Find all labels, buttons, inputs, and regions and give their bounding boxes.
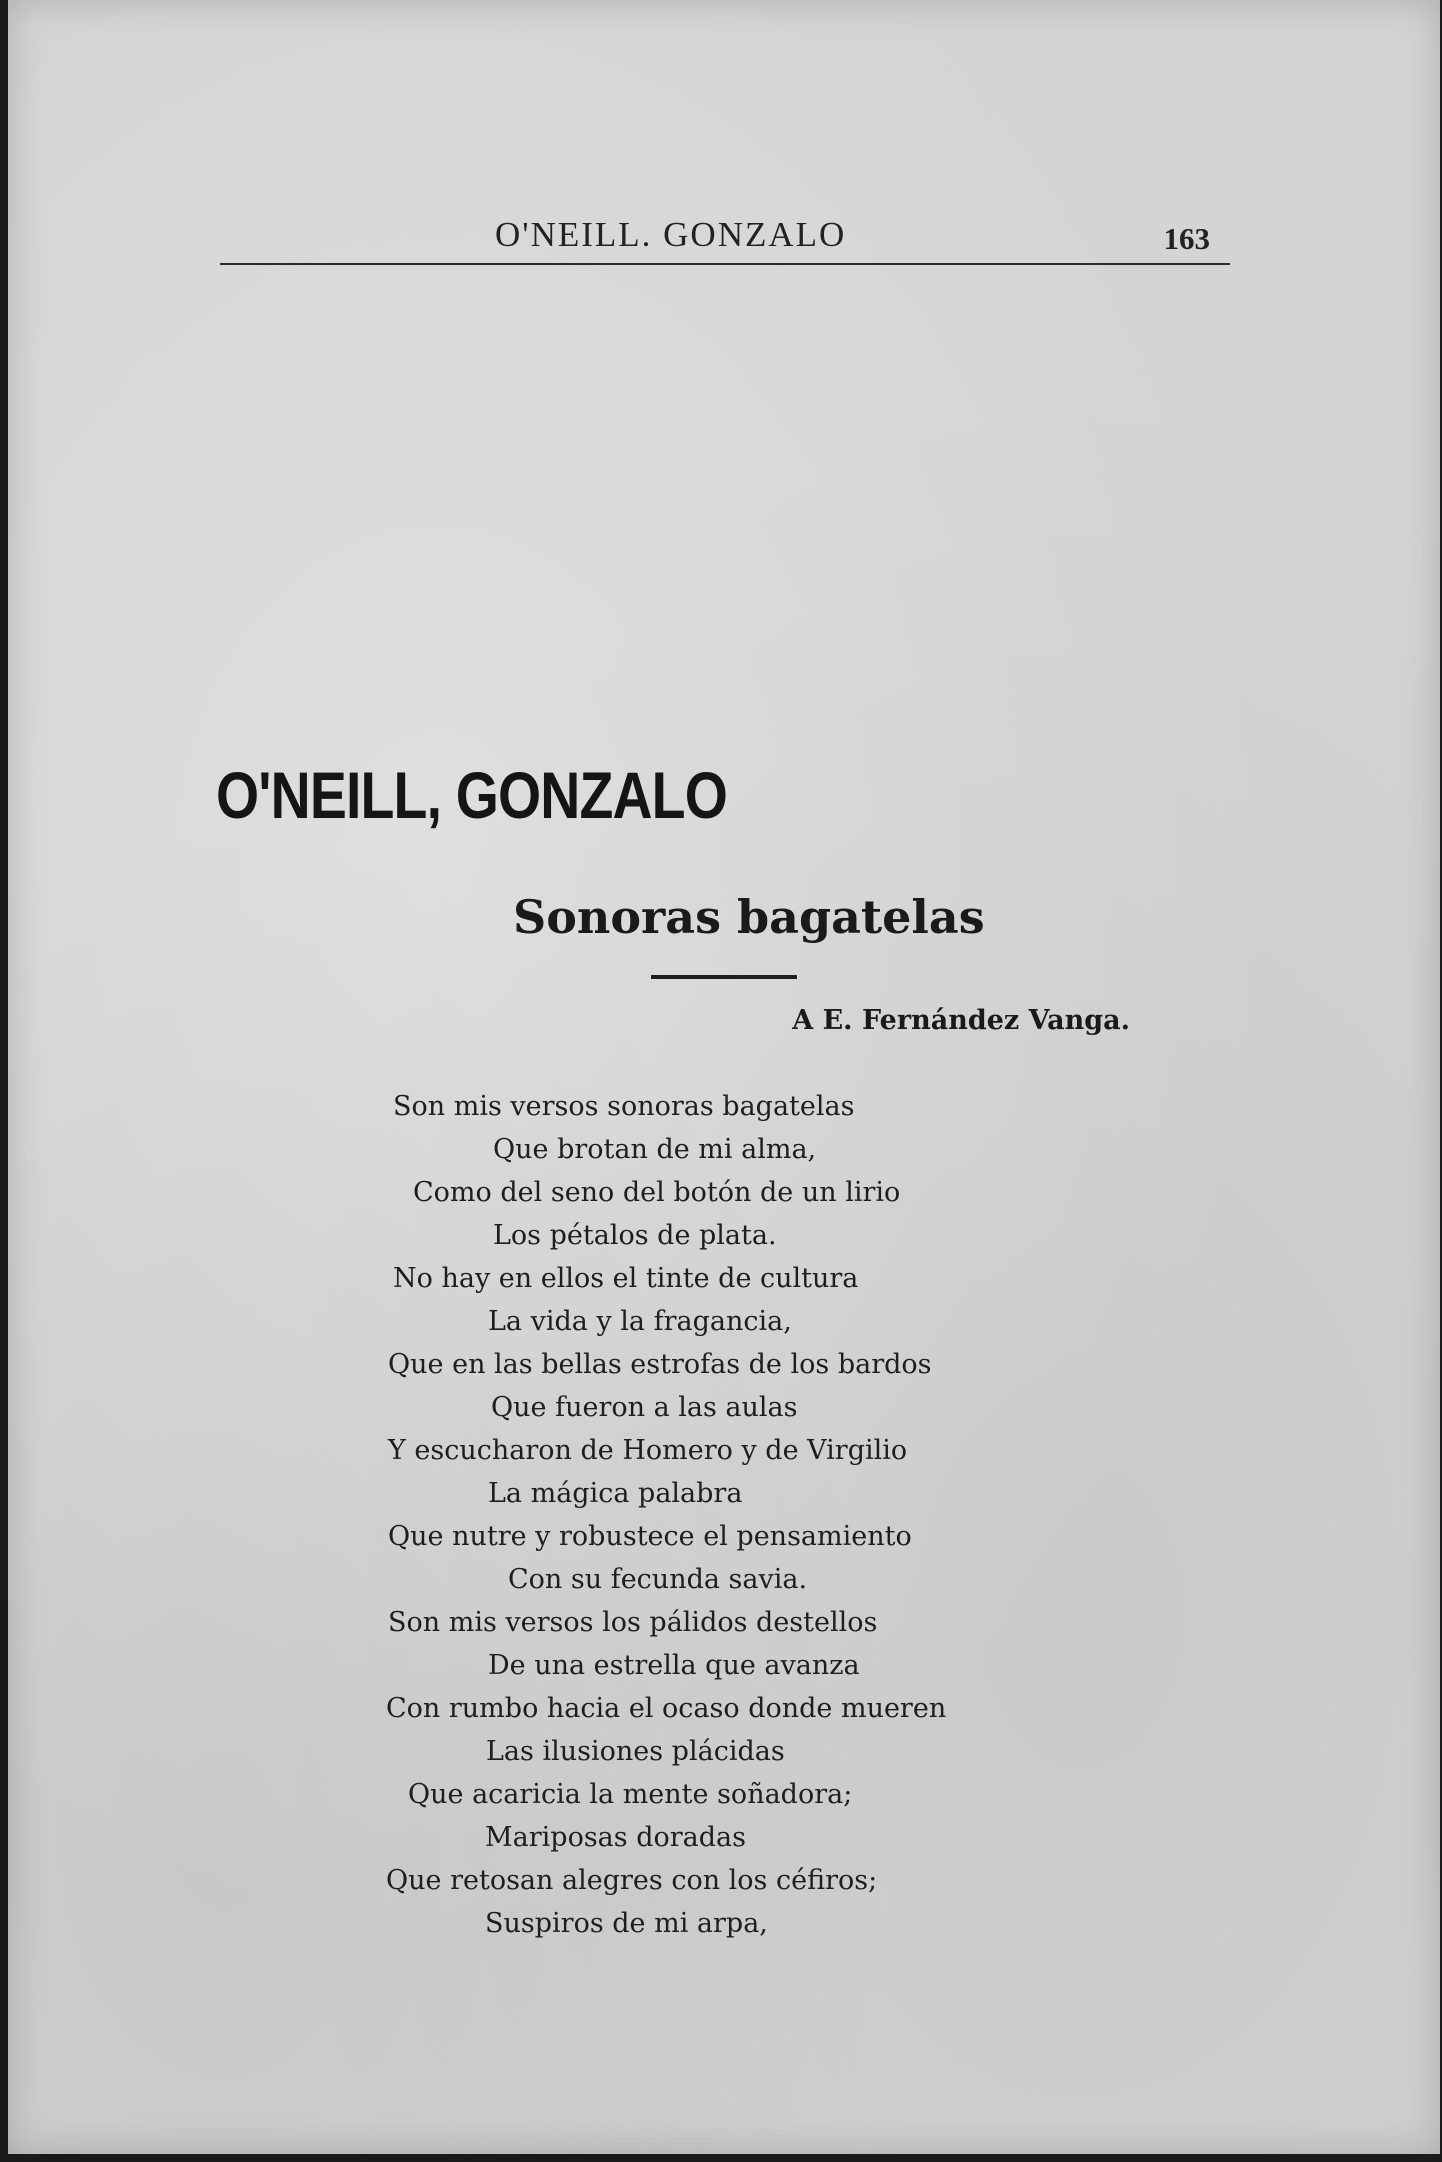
poem-line: Que brotan de mi alma, (493, 1134, 817, 1165)
title-rule (651, 975, 797, 979)
poem-line: Con su fecunda savia. (508, 1564, 808, 1595)
page-number: 163 (1163, 221, 1210, 256)
running-title: O'NEILL. GONZALO (495, 215, 847, 254)
poem-line: Que fueron a las aulas (491, 1392, 798, 1423)
poem-line: Que retosan alegres con los céfiros; (386, 1865, 878, 1896)
poem-line: Que en las bellas estrofas de los bardos (388, 1349, 932, 1380)
poem-line: La mágica palabra (488, 1478, 743, 1509)
running-head (220, 205, 1230, 265)
poem-title: Sonoras bagatelas (513, 890, 985, 944)
poem-line: Mariposas doradas (485, 1822, 746, 1853)
book-page (8, 0, 1440, 2154)
poem-line: Que acaricia la mente soñadora; (408, 1779, 853, 1810)
poem-line: Con rumbo hacia el ocaso donde mueren (386, 1693, 947, 1724)
poem-line: No hay en ellos el tinte de cultura (393, 1263, 859, 1294)
poem-line: Que nutre y robustece el pensamiento (388, 1521, 912, 1552)
poem-line: Suspiros de mi arpa, (485, 1908, 768, 1939)
poem-line: Como del seno del botón de un lirio (413, 1177, 901, 1208)
poem-line: Son mis versos sonoras bagatelas (393, 1091, 855, 1122)
author-heading: O'NEILL, GONZALO (216, 758, 727, 832)
poem-line: Las ilusiones plácidas (486, 1736, 785, 1767)
poem-line: De una estrella que avanza (488, 1650, 860, 1681)
poem-line: Los pétalos de plata. (493, 1220, 777, 1251)
poem-line: Son mis versos los pálidos destellos (388, 1607, 878, 1638)
poem-line: Y escucharon de Homero y de Virgilio (388, 1435, 908, 1466)
poem-line: La vida y la fragancia, (488, 1306, 792, 1337)
dedication: A E. Fernández Vanga. (792, 1005, 1130, 1036)
